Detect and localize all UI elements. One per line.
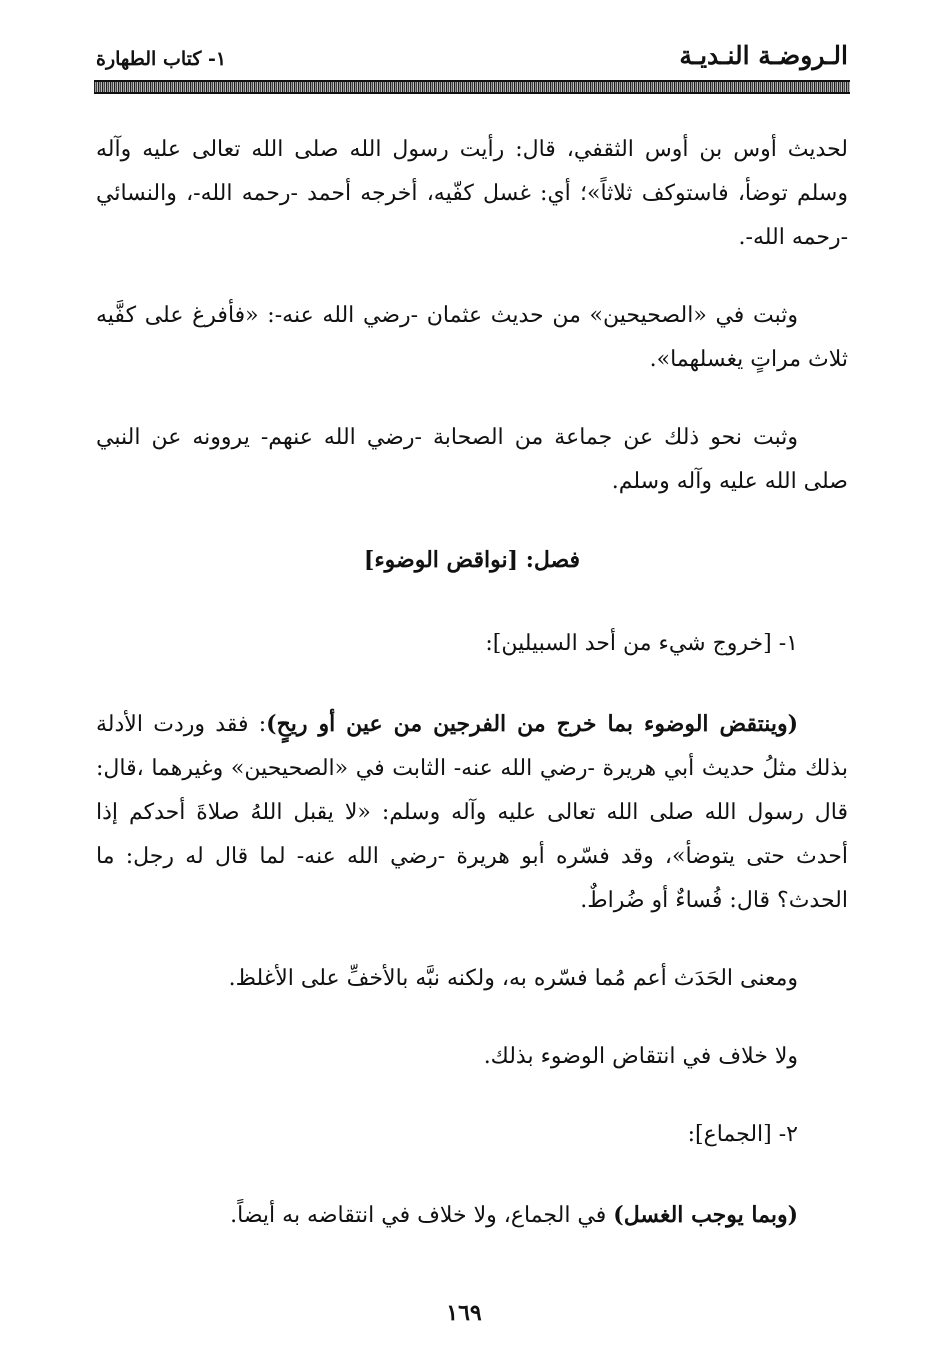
paragraph-7-text: في الجماع، ولا خلاف في انتقاضه به أيضاً. — [230, 1203, 614, 1228]
paragraph-7 — [96, 1193, 848, 1238]
paragraph-4 — [96, 702, 848, 923]
book-title: الـروضـة النـديـة — [679, 41, 848, 70]
paragraph-2: وثبت في «الصحيحين» من حديث عثمان -رضي الله عنه-: «فأفرغ على كفَّيه ثلاث مراتٍ يغسلهما». — [96, 303, 848, 372]
paragraph-3: وثبت نحو ذلك عن جماعة من الصحابة -رضي الله عنهم- يروونه عن النبي صلى الله عليه وآله وسلم. — [96, 425, 848, 494]
paragraph-7-bold: (وبما يوجب الغسل) — [613, 1202, 798, 1228]
paragraph-4-bold: (وينتقض الوضوء بما خرج من الفرجين من عين أو ريحٍ) — [266, 711, 799, 737]
paragraph-6: ولا خلاف في انتقاض الوضوء بذلك. — [483, 1044, 798, 1069]
paragraph-1: لحديث أوس بن أوس الثقفي، قال: رأيت رسول الله صلى الله تعالى عليه وآله وسلم توضأ، فاستوكف ثلاثاً»؛ أي: غسل كفّيه، أخرجه أحمد -رحمه الله-، والنسائي -رحمه الله-. — [96, 137, 848, 250]
page-header — [96, 40, 848, 70]
page-body — [96, 128, 848, 1272]
item-1-heading: ١- [خروج شيء من أحد السبيلين]: — [485, 631, 798, 656]
chapter-title: ١- كتاب الطهارة — [96, 48, 227, 70]
section-heading: فصل: [نواقض الوضوء] — [363, 547, 581, 573]
paragraph-5: ومعنى الحَدَث أعم مُما فسّره به، ولكنه نبَّه بالأخفِّ على الأغلظ. — [228, 966, 798, 991]
header-rule — [94, 80, 850, 94]
paragraph-4-text: : فقد وردت الأدلة بذلك مثلُ حديث أبي هريرة -رضي الله عنه- الثابت في «الصحيحين» وغيرهما ،قال: قال رسول الله صلى الله تعالى عليه وآله وسلم: «لا يقبل اللهُ صلاةَ أحدكم إذا أحدث حتى يتوضأ»، وقد فسّره أبو هريرة -رضي الله عنه- لما قال له رجل: ما الحدث؟ قال: فُساءٌ أو ضُراطٌ. — [96, 712, 848, 913]
item-2-heading: ٢- [الجماع]: — [687, 1122, 798, 1147]
page-number: ١٦٩ — [446, 1300, 482, 1326]
